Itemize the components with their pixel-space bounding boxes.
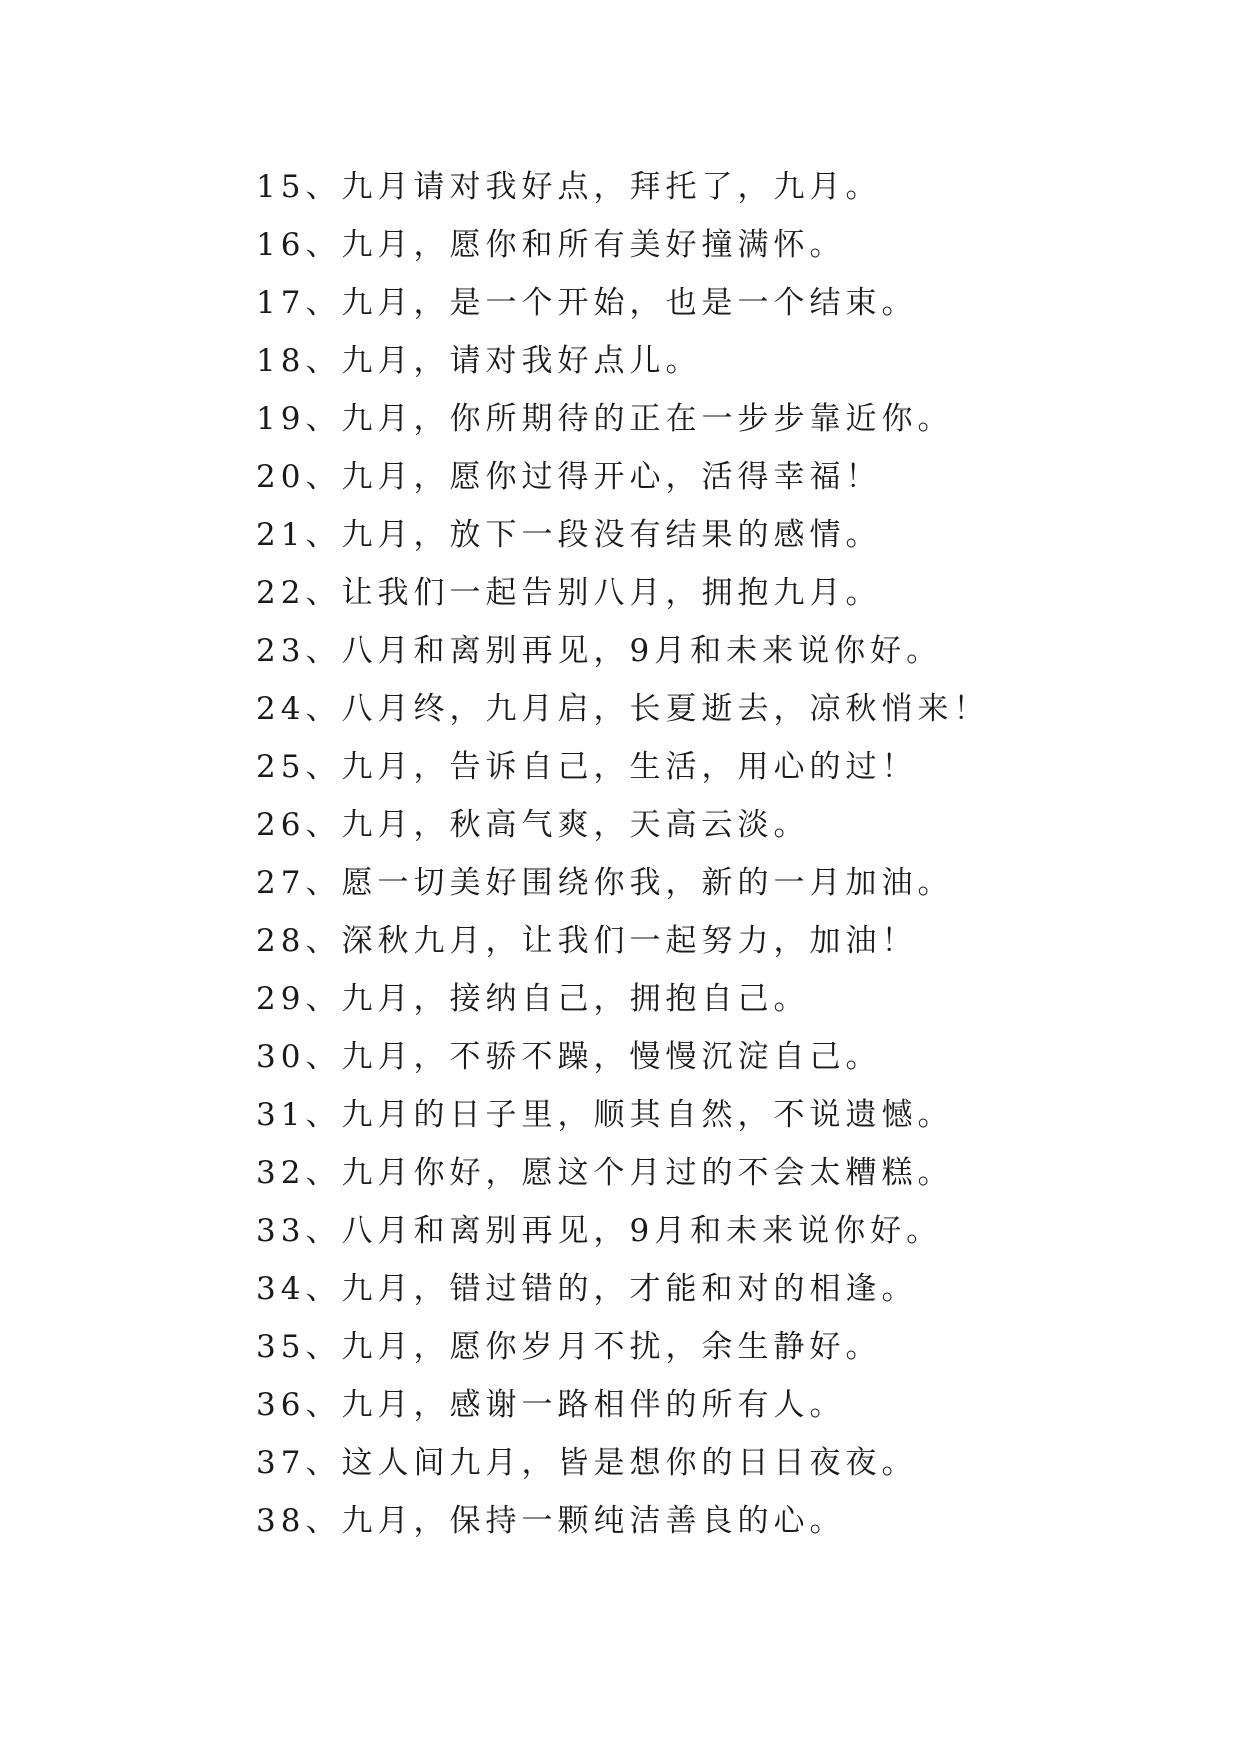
list-item: 19、九月，你所期待的正在一步步靠近你。: [256, 401, 954, 437]
list-item: 33、八月和离别再见，9月和未来说你好。: [256, 1213, 943, 1249]
list-item: 31、九月的日子里，顺其自然，不说遗憾。: [256, 1097, 954, 1133]
list-item: 37、这人间九月，皆是想你的日日夜夜。: [256, 1445, 918, 1481]
list-item: 16、九月，愿你和所有美好撞满怀。: [256, 227, 846, 263]
list-item: 15、九月请对我好点，拜托了，九月。: [256, 169, 882, 205]
list-item: 25、九月，告诉自己，生活，用心的过！: [256, 749, 918, 785]
list-item: 35、九月，愿你岁月不扰，余生静好。: [256, 1329, 882, 1365]
list-item: 22、让我们一起告别八月，拥抱九月。: [256, 575, 882, 611]
list-item: 17、九月，是一个开始，也是一个结束。: [256, 285, 918, 321]
list-item: 30、九月，不骄不躁，慢慢沉淀自己。: [256, 1039, 882, 1075]
list-item: 26、九月，秋高气爽，天高云淡。: [256, 807, 810, 843]
list-item: 21、九月，放下一段没有结果的感情。: [256, 517, 882, 553]
list-item: 32、九月你好，愿这个月过的不会太糟糕。: [256, 1155, 954, 1191]
list-item: 24、八月终，九月启，长夏逝去，凉秋悄来！: [256, 691, 990, 727]
list-item: 20、九月，愿你过得开心，活得幸福！: [256, 459, 882, 495]
list-item: 36、九月，感谢一路相伴的所有人。: [256, 1387, 846, 1423]
quote-list: [256, 158, 1196, 1550]
list-item: 34、九月，错过错的，才能和对的相逢。: [256, 1271, 918, 1307]
list-item: 28、深秋九月，让我们一起努力，加油！: [256, 923, 918, 959]
list-item: 29、九月，接纳自己，拥抱自己。: [256, 981, 810, 1017]
list-item: 38、九月，保持一颗纯洁善良的心。: [256, 1503, 846, 1539]
list-item: 18、九月，请对我好点儿。: [256, 343, 702, 379]
list-item: 27、愿一切美好围绕你我，新的一月加油。: [256, 865, 954, 901]
list-item: 23、八月和离别再见，9月和未来说你好。: [256, 633, 943, 669]
